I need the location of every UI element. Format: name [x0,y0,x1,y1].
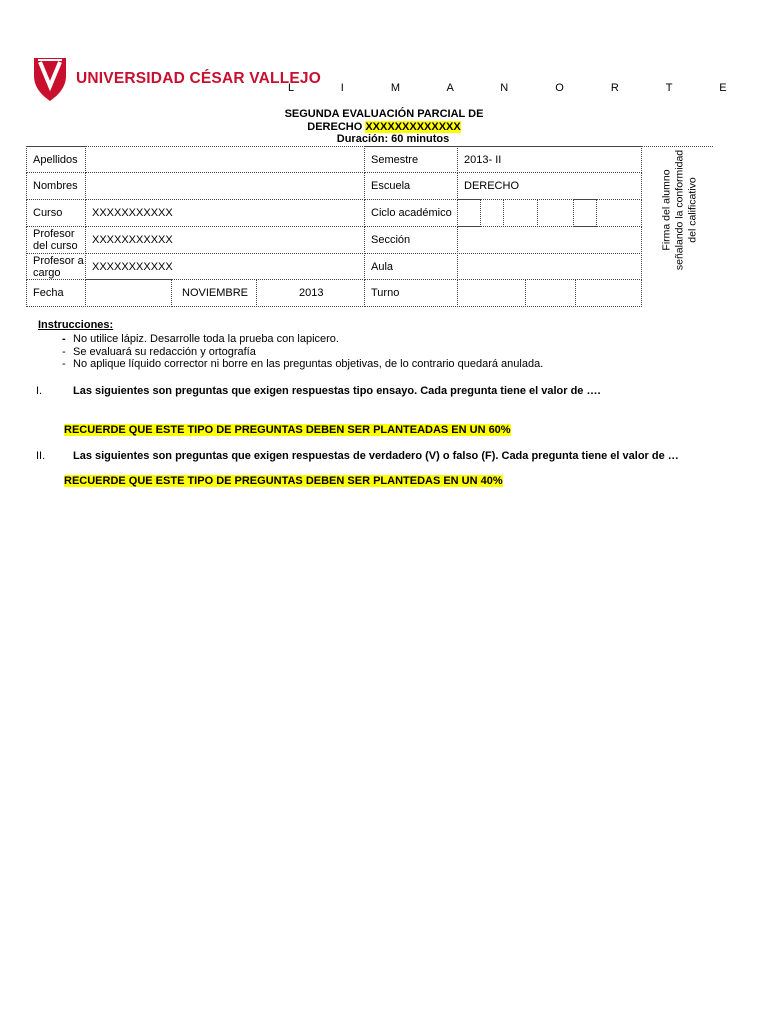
fecha-year: 2013 [256,279,365,307]
profesor-cargo-label: Profesor a cargo [26,253,86,280]
apellidos-label: Apellidos [26,146,86,173]
section-2-note: RECUERDE QUE ESTE TIPO DE PREGUNTAS DEBEN SER PLANTEDAS EN UN 40% [64,475,503,487]
instruction-item: - No utilice lápiz. Desarrolle toda la prueba con lapicero. [62,333,339,345]
instruction-item: - Se evaluará su redacción y ortografía [62,346,256,358]
fecha-month: NOVIEMBRE [171,279,257,307]
ciclo-box-4[interactable] [537,199,574,227]
turno-box-3[interactable] [575,279,642,307]
ciclo-box-3[interactable] [503,199,538,227]
firma-line-3: del calificativo [686,177,699,243]
instructions-title: Instrucciones: [38,319,114,331]
escuela-label: Escuela [364,172,458,200]
firma-line-2: señalando la conformidad [673,149,686,271]
bullet: - [62,346,66,358]
firma-area [650,150,710,270]
ciclo-box-5[interactable] [573,199,597,227]
curso-value: XXXXXXXXXXX [85,199,365,227]
aula-field[interactable] [457,253,642,280]
university-name: UNIVERSIDAD CÉSAR VALLEJO [76,70,321,87]
profesor-curso-label: Profesor del curso [26,226,86,254]
exam-subtitle [200,121,568,133]
fecha-day-field[interactable] [85,279,172,307]
section-2-numeral: II. [36,450,46,462]
campus-name: L I M A N O R T E [288,82,749,94]
bullet: - [62,358,66,370]
exam-title: SEGUNDA EVALUACIÓN PARCIAL DE [284,108,484,120]
section-1-numeral: I. [36,385,43,397]
seccion-field[interactable] [457,226,642,254]
escuela-value: DERECHO [457,172,642,200]
aula-label: Aula [364,253,458,280]
section-1-text: Las siguientes son preguntas que exigen respuestas tipo ensayo. Cada pregunta tiene el valor de …. [73,385,601,397]
fecha-label: Fecha [26,279,86,307]
semestre-value: 2013- II [457,146,642,173]
course-name: DERECHO [307,121,363,133]
turno-box-2[interactable] [525,279,576,307]
ciclo-box-2[interactable] [480,199,504,227]
ciclo-label: Ciclo académico [364,199,458,227]
curso-label: Curso [26,199,86,227]
section-1-note: RECUERDE QUE ESTE TIPO DE PREGUNTAS DEBEN SER PLANTEADAS EN UN 60% [64,424,511,436]
turno-box-1[interactable] [457,279,526,307]
turno-label: Turno [364,279,458,307]
semestre-label: Semestre [364,146,458,173]
bullet: - [62,333,66,345]
university-logo [32,56,321,104]
profesor-curso-value: XXXXXXXXXXX [85,226,365,254]
apellidos-field[interactable] [85,146,365,173]
university-crest-icon [32,56,68,102]
ciclo-box-6[interactable] [596,199,642,227]
firma-line-1: Firma del alumno [660,169,673,251]
profesor-cargo-value: XXXXXXXXXXX [85,253,365,280]
ciclo-box-1[interactable] [457,199,481,227]
nombres-field[interactable] [85,172,365,200]
exam-duration: Duración: 60 minutos [336,133,450,145]
seccion-label: Sección [364,226,458,254]
course-code-placeholder: XXXXXXXXXXXXX [365,121,461,133]
instruction-item: - No aplique líquido corrector ni borre en las preguntas objetivas, de lo contrario quedará anulada. [62,358,544,370]
nombres-label: Nombres [26,172,86,200]
firma-label [661,150,700,270]
section-2-text: Las siguientes son preguntas que exigen respuestas de verdadero (V) o falso (F). Cada pregunta tiene el valor de … [73,450,679,462]
